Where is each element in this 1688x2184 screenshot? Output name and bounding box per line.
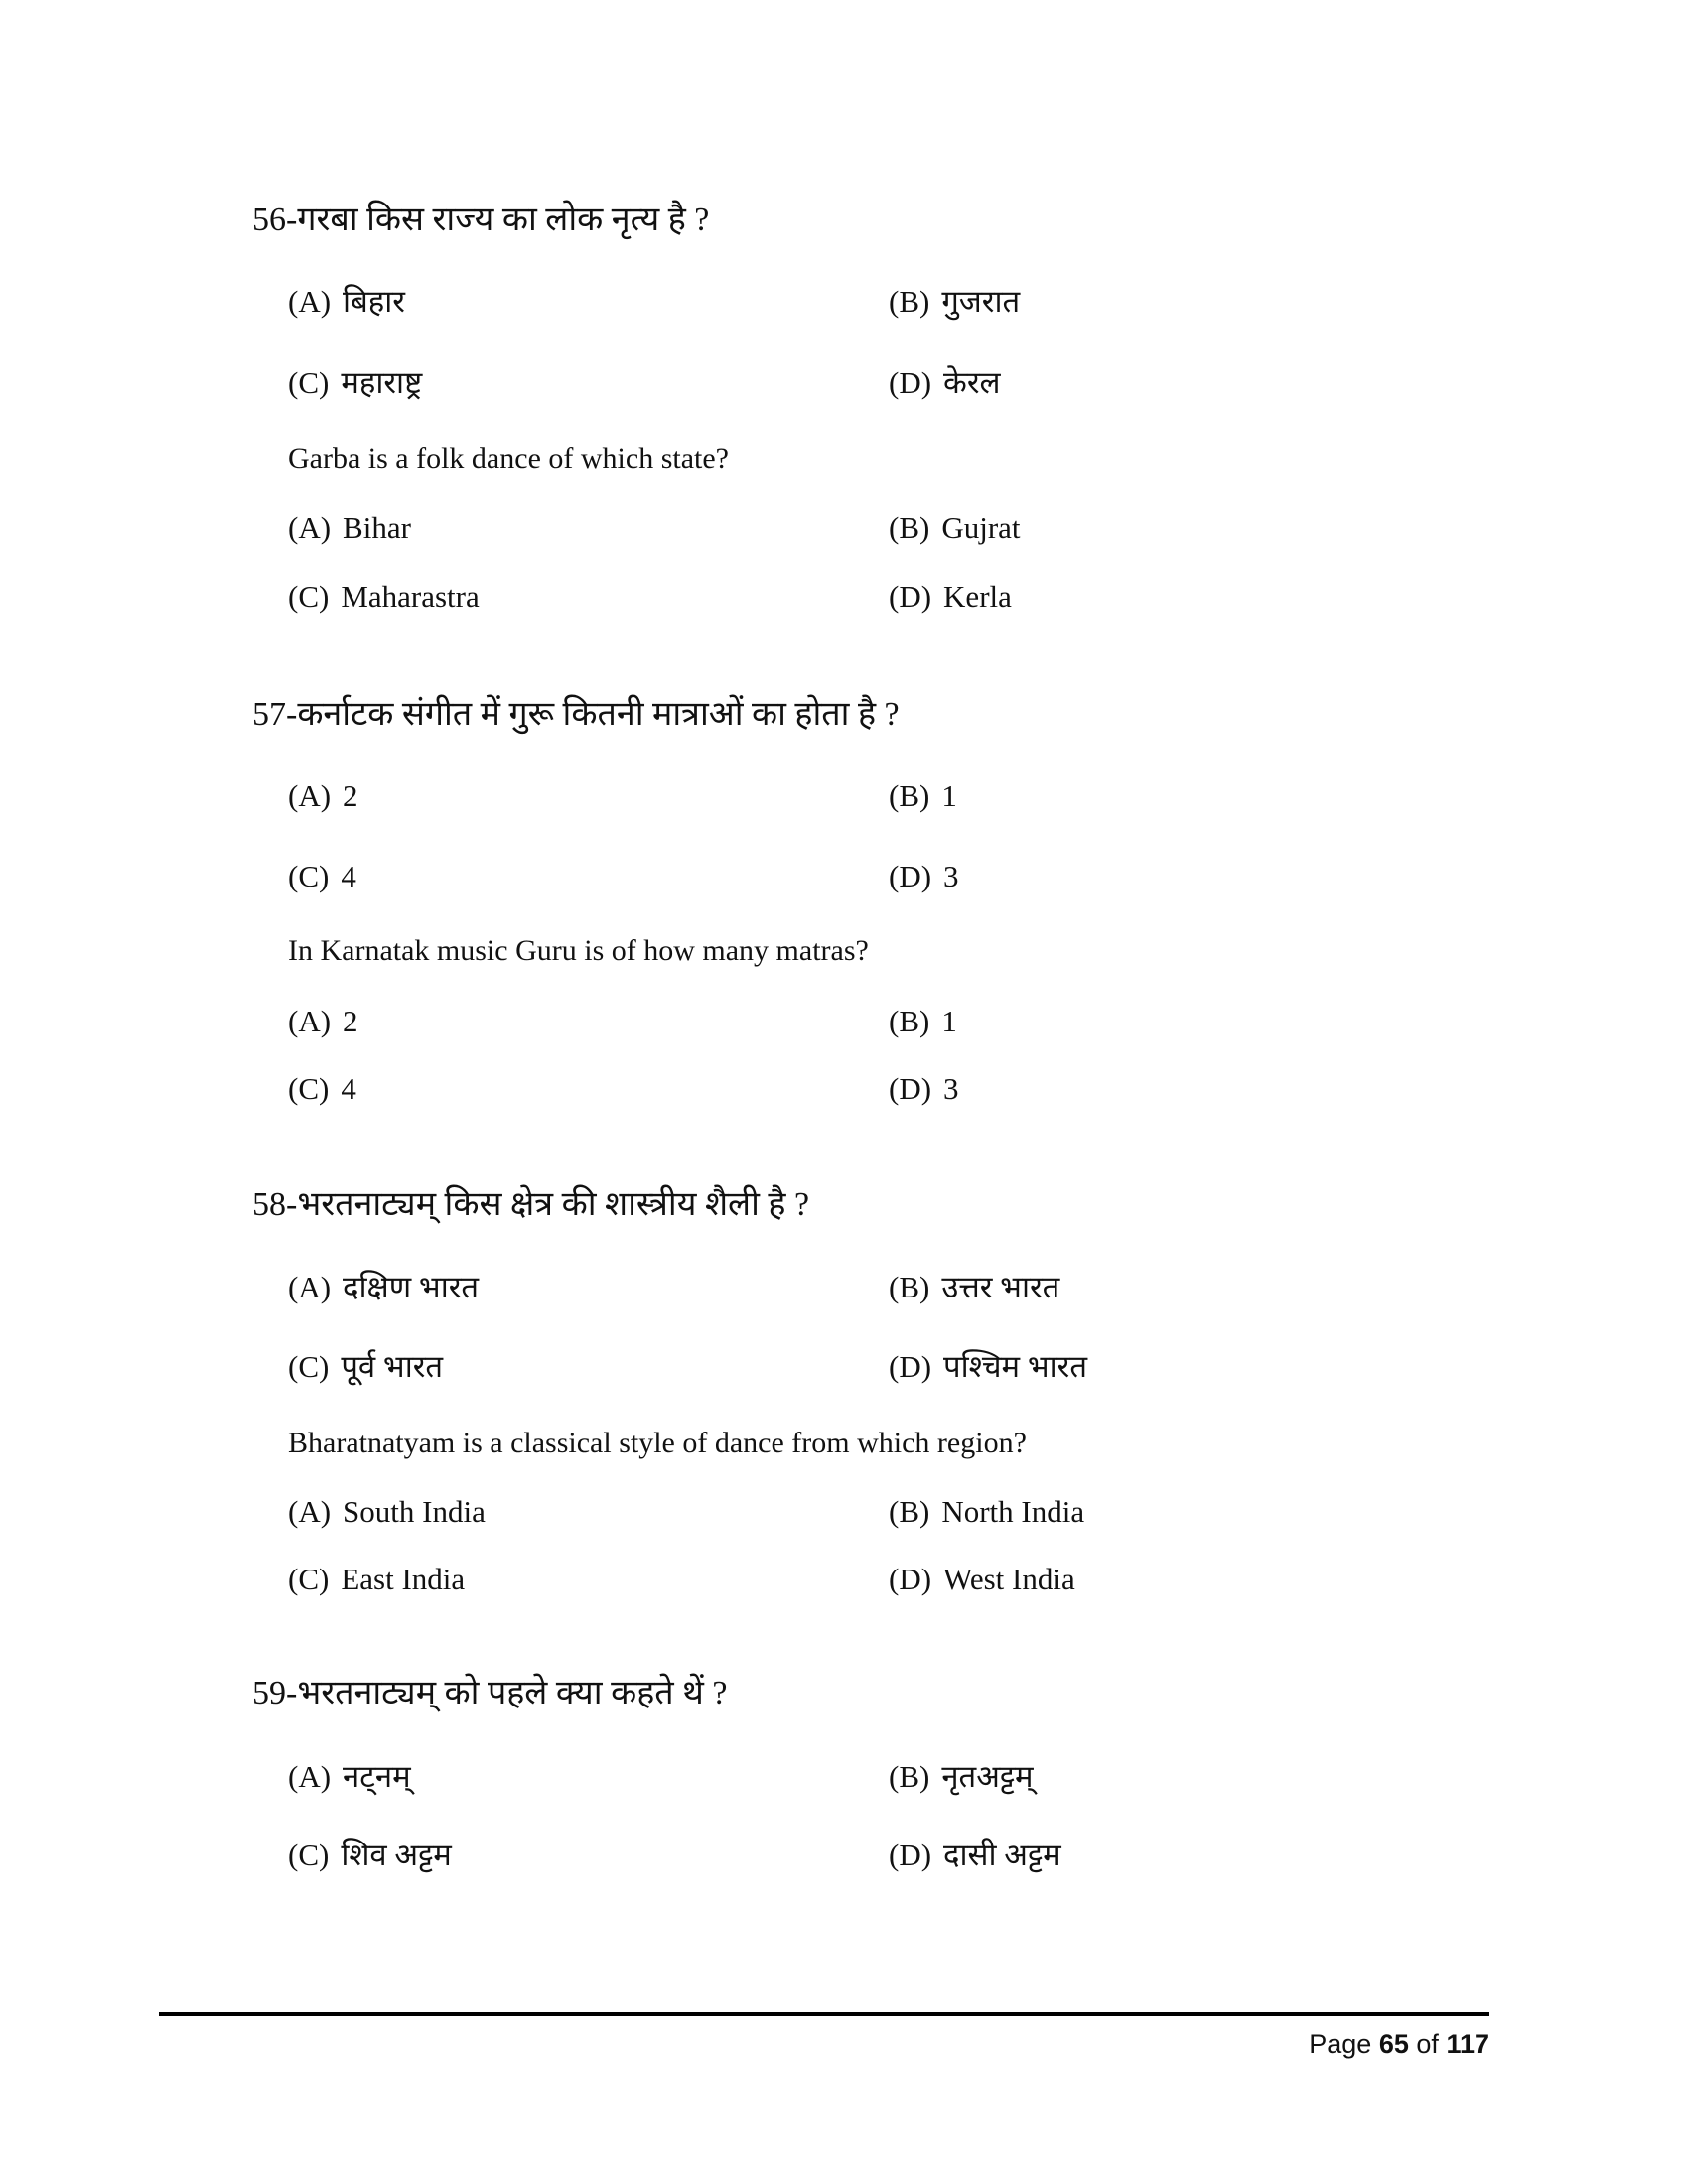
- option-text: बिहार: [343, 284, 405, 319]
- option-text: दासी अट्टम: [943, 1838, 1061, 1872]
- option-label: (C): [288, 579, 330, 614]
- question-58-hindi: 58-भरतनाट्यम् किस क्षेत्र की शास्त्रीय शैली है ?: [252, 1186, 810, 1223]
- option-label: (D): [889, 1071, 932, 1106]
- option-text: 1: [941, 778, 957, 813]
- option-label: (D): [889, 1838, 932, 1872]
- q56-english-option-a: [288, 512, 411, 543]
- option-text: 2: [343, 778, 358, 813]
- option-text: Gujrat: [941, 510, 1021, 545]
- question-56-english: Garba is a folk dance of which state?: [288, 442, 729, 475]
- q58-hindi-option-b: [889, 1272, 1059, 1302]
- question-59-hindi: 59-भरतनाट्यम् को पहले क्या कहते थें ?: [252, 1675, 728, 1711]
- q58-english-option-a: [288, 1496, 486, 1527]
- option-label: (A): [288, 1759, 332, 1794]
- q57-english-option-c: [288, 1073, 356, 1104]
- question-58-english: Bharatnatyam is a classical style of dance from which region?: [288, 1427, 1027, 1459]
- q56-hindi-option-d: [889, 367, 1001, 398]
- q57-hindi-option-c: [288, 861, 356, 891]
- page-word: Page: [1309, 2029, 1372, 2059]
- q59-hindi-option-d: [889, 1840, 1061, 1870]
- option-label: (D): [889, 579, 932, 614]
- option-label: (B): [889, 778, 930, 813]
- option-text: दक्षिण भारत: [343, 1270, 480, 1304]
- option-text: 1: [941, 1004, 957, 1038]
- q56-hindi-option-b: [889, 286, 1020, 317]
- q56-english-option-c: [288, 581, 480, 612]
- option-label: (D): [889, 859, 932, 893]
- q58-english-option-d: [889, 1564, 1075, 1594]
- option-label: (A): [288, 1494, 332, 1529]
- option-text: Kerla: [943, 579, 1012, 614]
- option-label: (B): [889, 1759, 930, 1794]
- option-text: नट्नम्: [343, 1759, 411, 1794]
- option-text: पूर्व भारत: [341, 1349, 444, 1384]
- q56-hindi-option-a: [288, 286, 405, 317]
- q58-hindi-option-d: [889, 1351, 1087, 1382]
- q59-hindi-option-c: [288, 1840, 452, 1870]
- q58-hindi-option-c: [288, 1351, 443, 1382]
- option-text: पश्चिम भारत: [943, 1349, 1088, 1384]
- page-number: [1309, 2029, 1489, 2060]
- question-56-hindi: 56-गरबा किस राज्य का लोक नृत्य है ?: [252, 202, 710, 238]
- question-57-english: In Karnatak music Guru is of how many matras?: [288, 934, 869, 967]
- option-text: West India: [943, 1562, 1075, 1596]
- q58-hindi-option-a: [288, 1272, 479, 1302]
- option-text: Maharastra: [341, 579, 480, 614]
- q57-hindi-option-a: [288, 780, 358, 811]
- option-label: (C): [288, 1349, 330, 1384]
- option-text: 4: [341, 859, 356, 893]
- q58-english-option-c: [288, 1564, 465, 1594]
- footer-divider: [159, 2012, 1489, 2016]
- option-label: (C): [288, 365, 330, 400]
- option-label: (A): [288, 284, 332, 319]
- option-label: (B): [889, 1270, 930, 1304]
- of-word: of: [1416, 2029, 1439, 2059]
- option-label: (B): [889, 510, 930, 545]
- q57-english-option-a: [288, 1006, 358, 1036]
- option-text: उत्तर भारत: [941, 1270, 1060, 1304]
- option-label: (A): [288, 510, 332, 545]
- option-label: (C): [288, 1838, 330, 1872]
- option-text: गुजरात: [941, 284, 1021, 319]
- option-text: 3: [943, 1071, 959, 1106]
- option-label: (B): [889, 284, 930, 319]
- option-label: (D): [889, 1562, 932, 1596]
- total-pages: 117: [1446, 2029, 1489, 2059]
- q57-hindi-option-b: [889, 780, 957, 811]
- option-label: (A): [288, 778, 332, 813]
- option-text: 4: [341, 1071, 356, 1106]
- option-text: South India: [343, 1494, 486, 1529]
- q56-english-option-b: [889, 512, 1021, 543]
- option-text: East India: [341, 1562, 466, 1596]
- option-label: (A): [288, 1004, 332, 1038]
- q59-hindi-option-a: [288, 1761, 411, 1792]
- option-label: (A): [288, 1270, 332, 1304]
- option-text: 3: [943, 859, 959, 893]
- option-label: (D): [889, 1349, 932, 1384]
- option-text: 2: [343, 1004, 358, 1038]
- q57-english-option-d: [889, 1073, 959, 1104]
- question-57-hindi: 57-कर्नाटक संगीत में गुरू कितनी मात्राओं का होता है ?: [252, 696, 900, 733]
- option-text: North India: [941, 1494, 1085, 1529]
- q58-english-option-b: [889, 1496, 1084, 1527]
- current-page: 65: [1378, 2029, 1409, 2059]
- q59-hindi-option-b: [889, 1761, 1034, 1792]
- option-label: (D): [889, 365, 932, 400]
- option-text: Bihar: [343, 510, 411, 545]
- q57-english-option-b: [889, 1006, 957, 1036]
- option-label: (C): [288, 1562, 330, 1596]
- option-text: केरल: [943, 365, 1001, 400]
- q57-hindi-option-d: [889, 861, 959, 891]
- option-label: (B): [889, 1494, 930, 1529]
- q56-english-option-d: [889, 581, 1012, 612]
- option-label: (B): [889, 1004, 930, 1038]
- q56-hindi-option-c: [288, 367, 422, 398]
- option-label: (C): [288, 859, 330, 893]
- option-text: नृतअट्टम्: [941, 1759, 1034, 1794]
- option-label: (C): [288, 1071, 330, 1106]
- option-text: महाराष्ट्र: [341, 365, 423, 400]
- option-text: शिव अट्टम: [341, 1838, 452, 1872]
